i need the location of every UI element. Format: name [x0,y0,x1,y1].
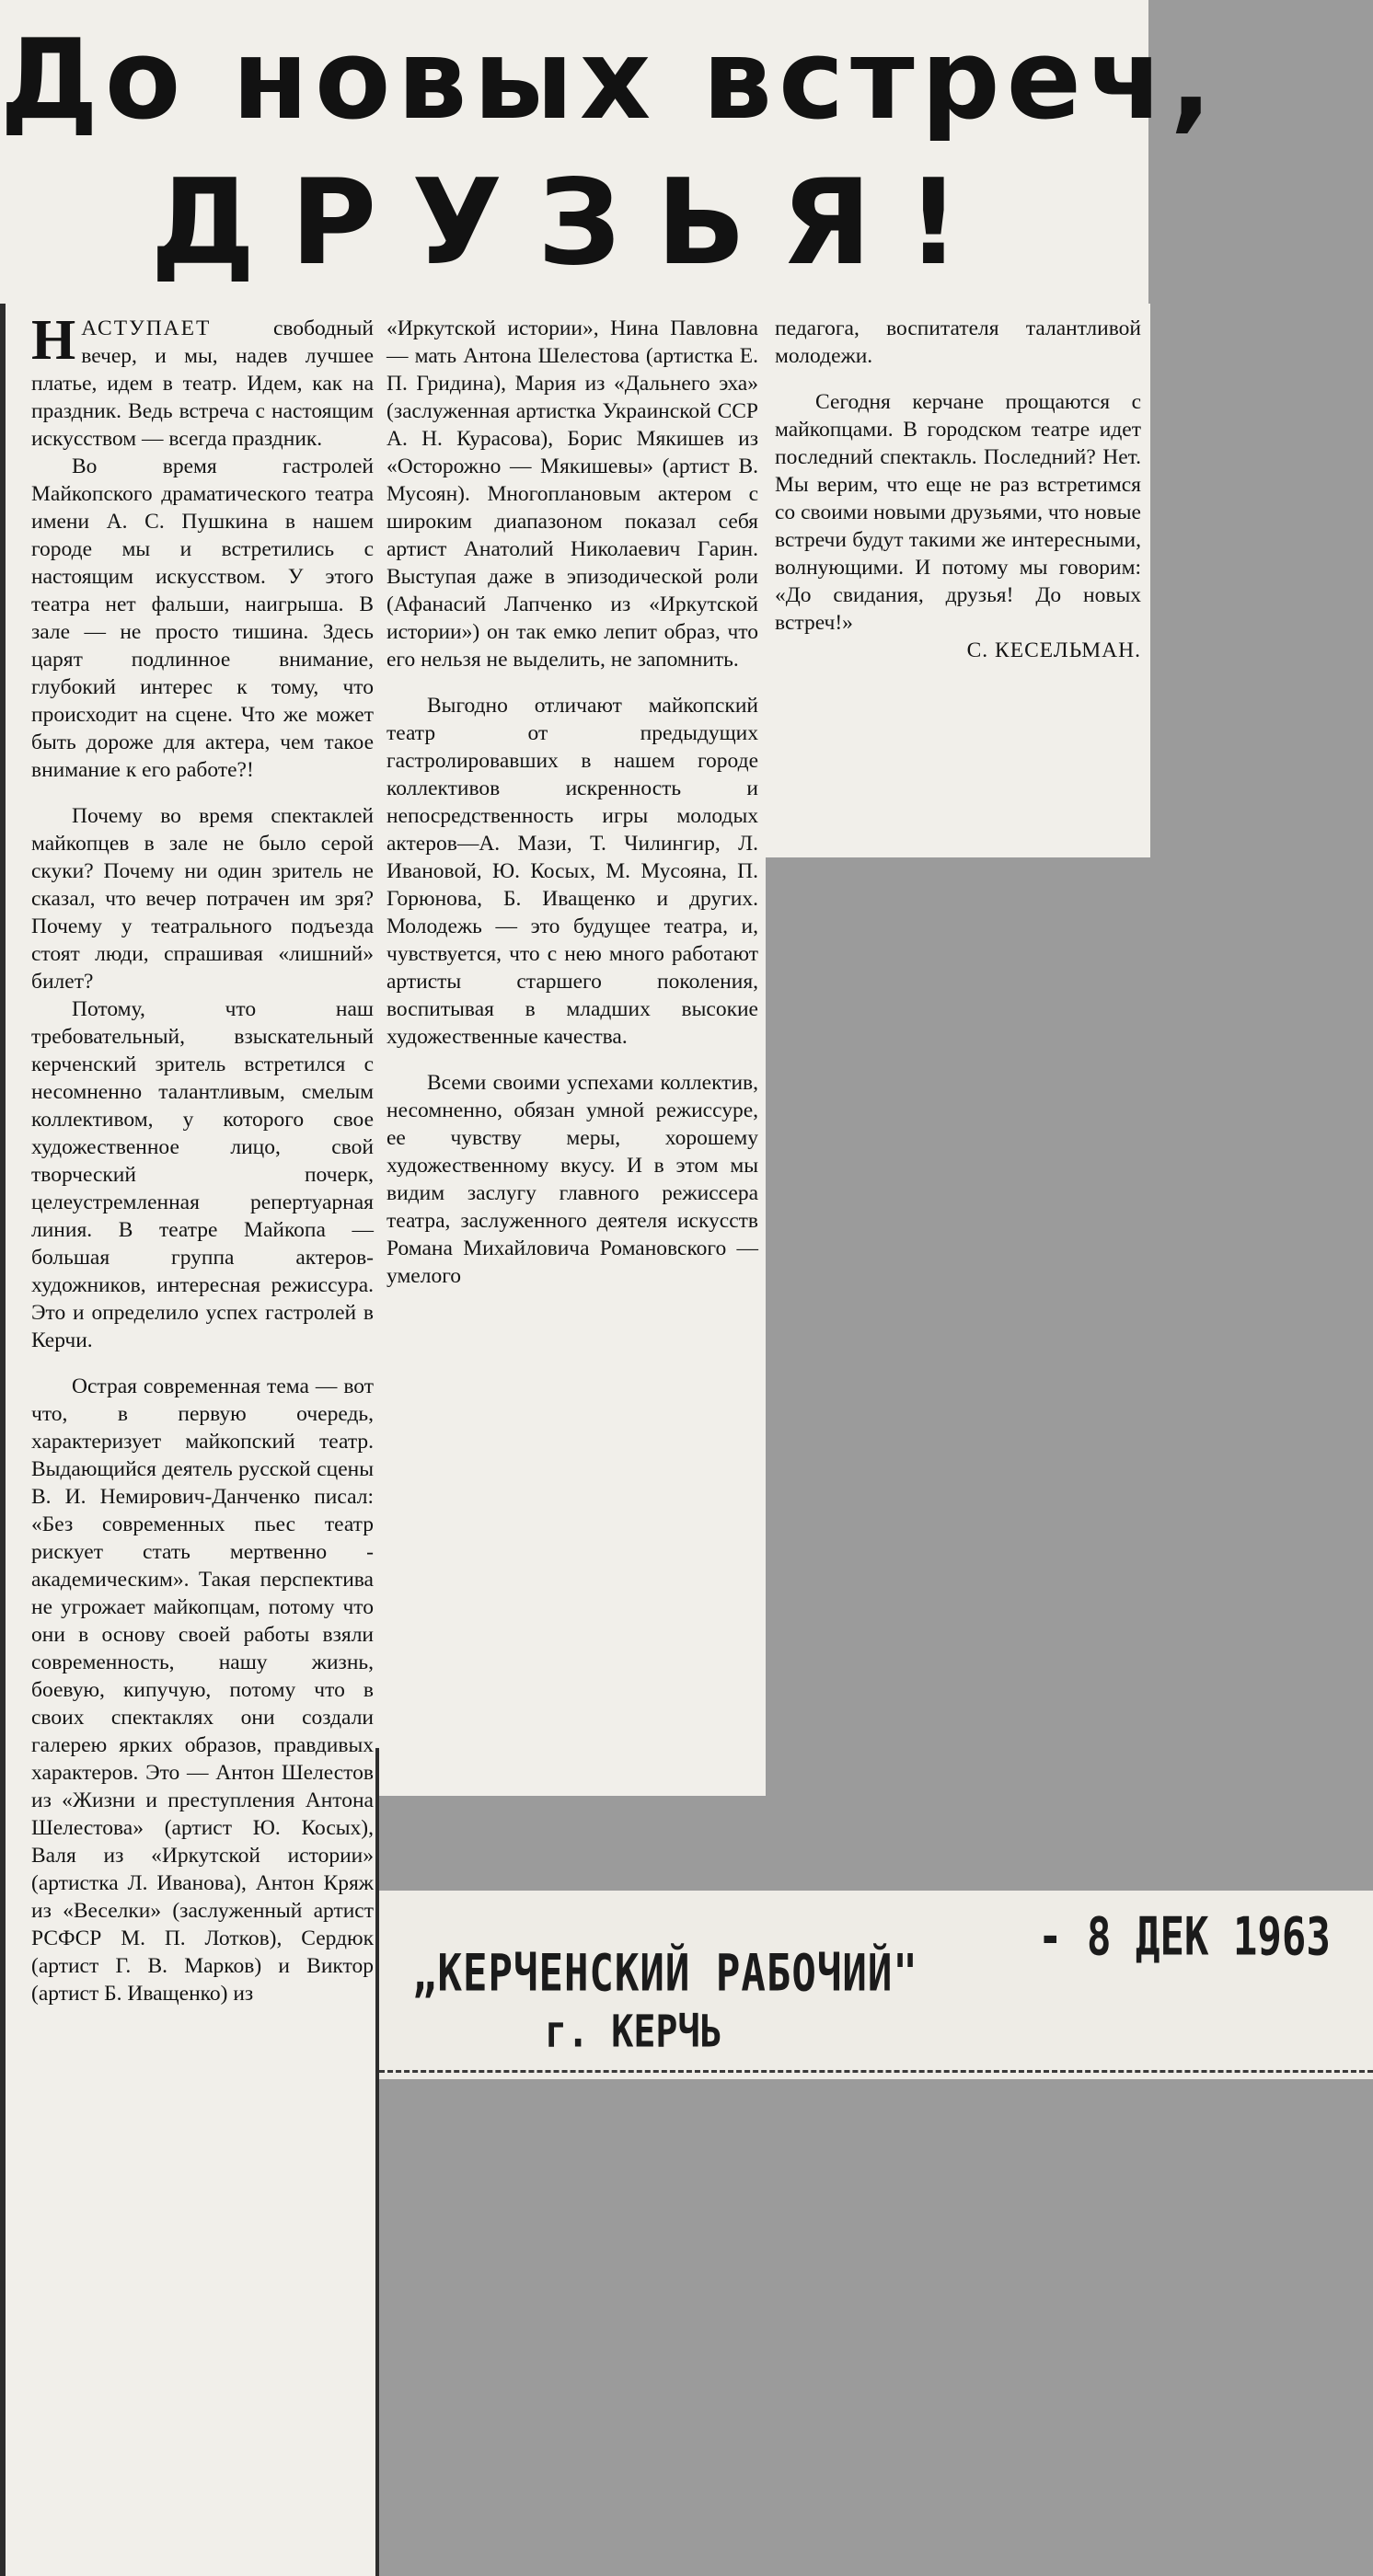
lead-word: АСТУПАЕТ [81,316,212,340]
paragraph-6: «Иркутской истории», Нина Павловна — мать Антона Шелестова (артистка Е. П. Гридина), Мария из «Дальнего эха» (заслуженная артистка Украинской ССР А. Н. Курасова), Борис Мякишев из «Осторожно — Мякишевы» (артист В. Мусоян). Многоплановым актером с широким диапазоном показал себя артист Анатолий Николаевич Гарин. Выступая даже в эпизодической роли (Афанасий Лапченко из «Иркутской истории») он так емко лепит образ, что его нельзя не выделить, не запомнить. [387,316,758,672]
article-column-1 [31,309,374,2007]
perforation-line [379,2070,1373,2073]
author-signature: С. КЕСЕЛЬМАН. [966,638,1141,662]
paragraph-7: Выгодно отличают майкопский театр от предыдущих гастролировавших в нашем городе коллективов искренность и непосредственность игры молодых актеров—А. Мази, Т. Чилингир, Л. Ивановой, Ю. Косых, М. Мусояна, П. Горюнова, Б. Иващенко и других. Молодежь — это будущее театра, и, чувствуется, что с нею много работают артисты старшего поколения, воспитывая в младших высокие художественные качества. [387,694,758,1049]
drop-cap: Н [31,309,76,372]
paragraph-3: Почему во время спектаклей майкопцев в зале не было серой скуки? Почему ни один зритель не сказал, что вечер потрачен им зря? Почему у театрального подъезда стоят люди, спрашивая «лишний» билет? [31,804,374,994]
stamp-city: г. КЕРЧЬ [545,2007,722,2058]
article-column-3 [775,315,1141,664]
paragraph-1 [31,309,374,453]
article-column-2 [387,315,758,1290]
clipping-edge-divider [375,1748,379,2576]
paragraph-4: Потому, что наш требовательный, взыскательный керченский зритель встретился с несомненно талантливым, смелым коллективом, у которого свое художественное лицо, свой творческий почерк, целеустремленная репертуарная линия. В театре Майкопа — большая группа актеров-художников, интересная режиссура. Это и определило успех гастролей в Керчи. [31,997,374,1352]
paragraph-8: Всеми своими успехами коллектив, несомненно, обязан умной режиссуре, ее чувству меры, хорошему художественному вкусу. И в этом мы видим заслугу главного режиссера театра, заслуженного деятеля искусств Романа Михайловича Романовского — умелого [387,1071,758,1288]
headline-line-2: ДРУЗЬЯ! [150,155,996,292]
clipping-edge-left [0,304,6,2576]
headline-line-1: До новых встреч, [0,17,1218,144]
stamp-date: - 8 ДЕК 1963 [1038,1906,1331,1968]
paragraph-5: Острая современная тема — вот что, в первую очередь, характеризует майкопский театр. Выдающийся деятель русской сцены В. И. Немирович-Данченко писал: «Без современных пьес театр рискует стать мертвенно - академическим». Такая перспектива не угрожает майкопцам, потому что они в основу своей работы взяли современность, нашу жизнь, боевую, кипучую, потому что в своих спектаклях они создали галерею ярких образов, правдивых характеров. Это — Антон Шелестов из «Жизни и преступления Антона Шелестова» (артист Ю. Косых), Валя из «Иркутской истории» (артистка Л. Иванова), Антон Кряж из «Веселки» (заслуженный артист РСФСР М. П. Лотков), Сердюк (артист Г. В. Марков) и Виктор (артист Б. Иващенко) из [31,1374,374,2006]
paragraph-2: Во время гастролей Майкопского драматического театра имени А. С. Пушкина в нашем городе мы и встретились с настоящим искусством. У этого театра нет фальши, наигрыша. В зале — не просто тишина. Здесь царят подлинное внимание, глубокий интерес к тому, что происходит на сцене. Что же может быть дороже для актера, чем такое внимание к его работе?! [31,454,374,782]
paragraph-text: свободный вечер, и мы, надев лучшее платье, идем в театр. Идем, как на праздник. Ведь встреча с настоящим искусством — всегда праздник. [31,316,374,451]
stamp-newspaper-name: „КЕРЧЕНСКИЙ РАБОЧИЙ" [412,1944,918,2004]
paragraph-9: педагога, воспитателя талантливой молодежи. [775,316,1141,368]
paragraph-10: Сегодня керчане прощаются с майкопцами. В городском театре идет последний спектакль. Последний? Нет. Мы верим, что еще не раз встретимся со своими новыми друзьями, что новые встречи будут такими же интересными, волнующими. И потому мы говорим: «До свидания, друзья! До новых встреч!» [775,390,1141,635]
